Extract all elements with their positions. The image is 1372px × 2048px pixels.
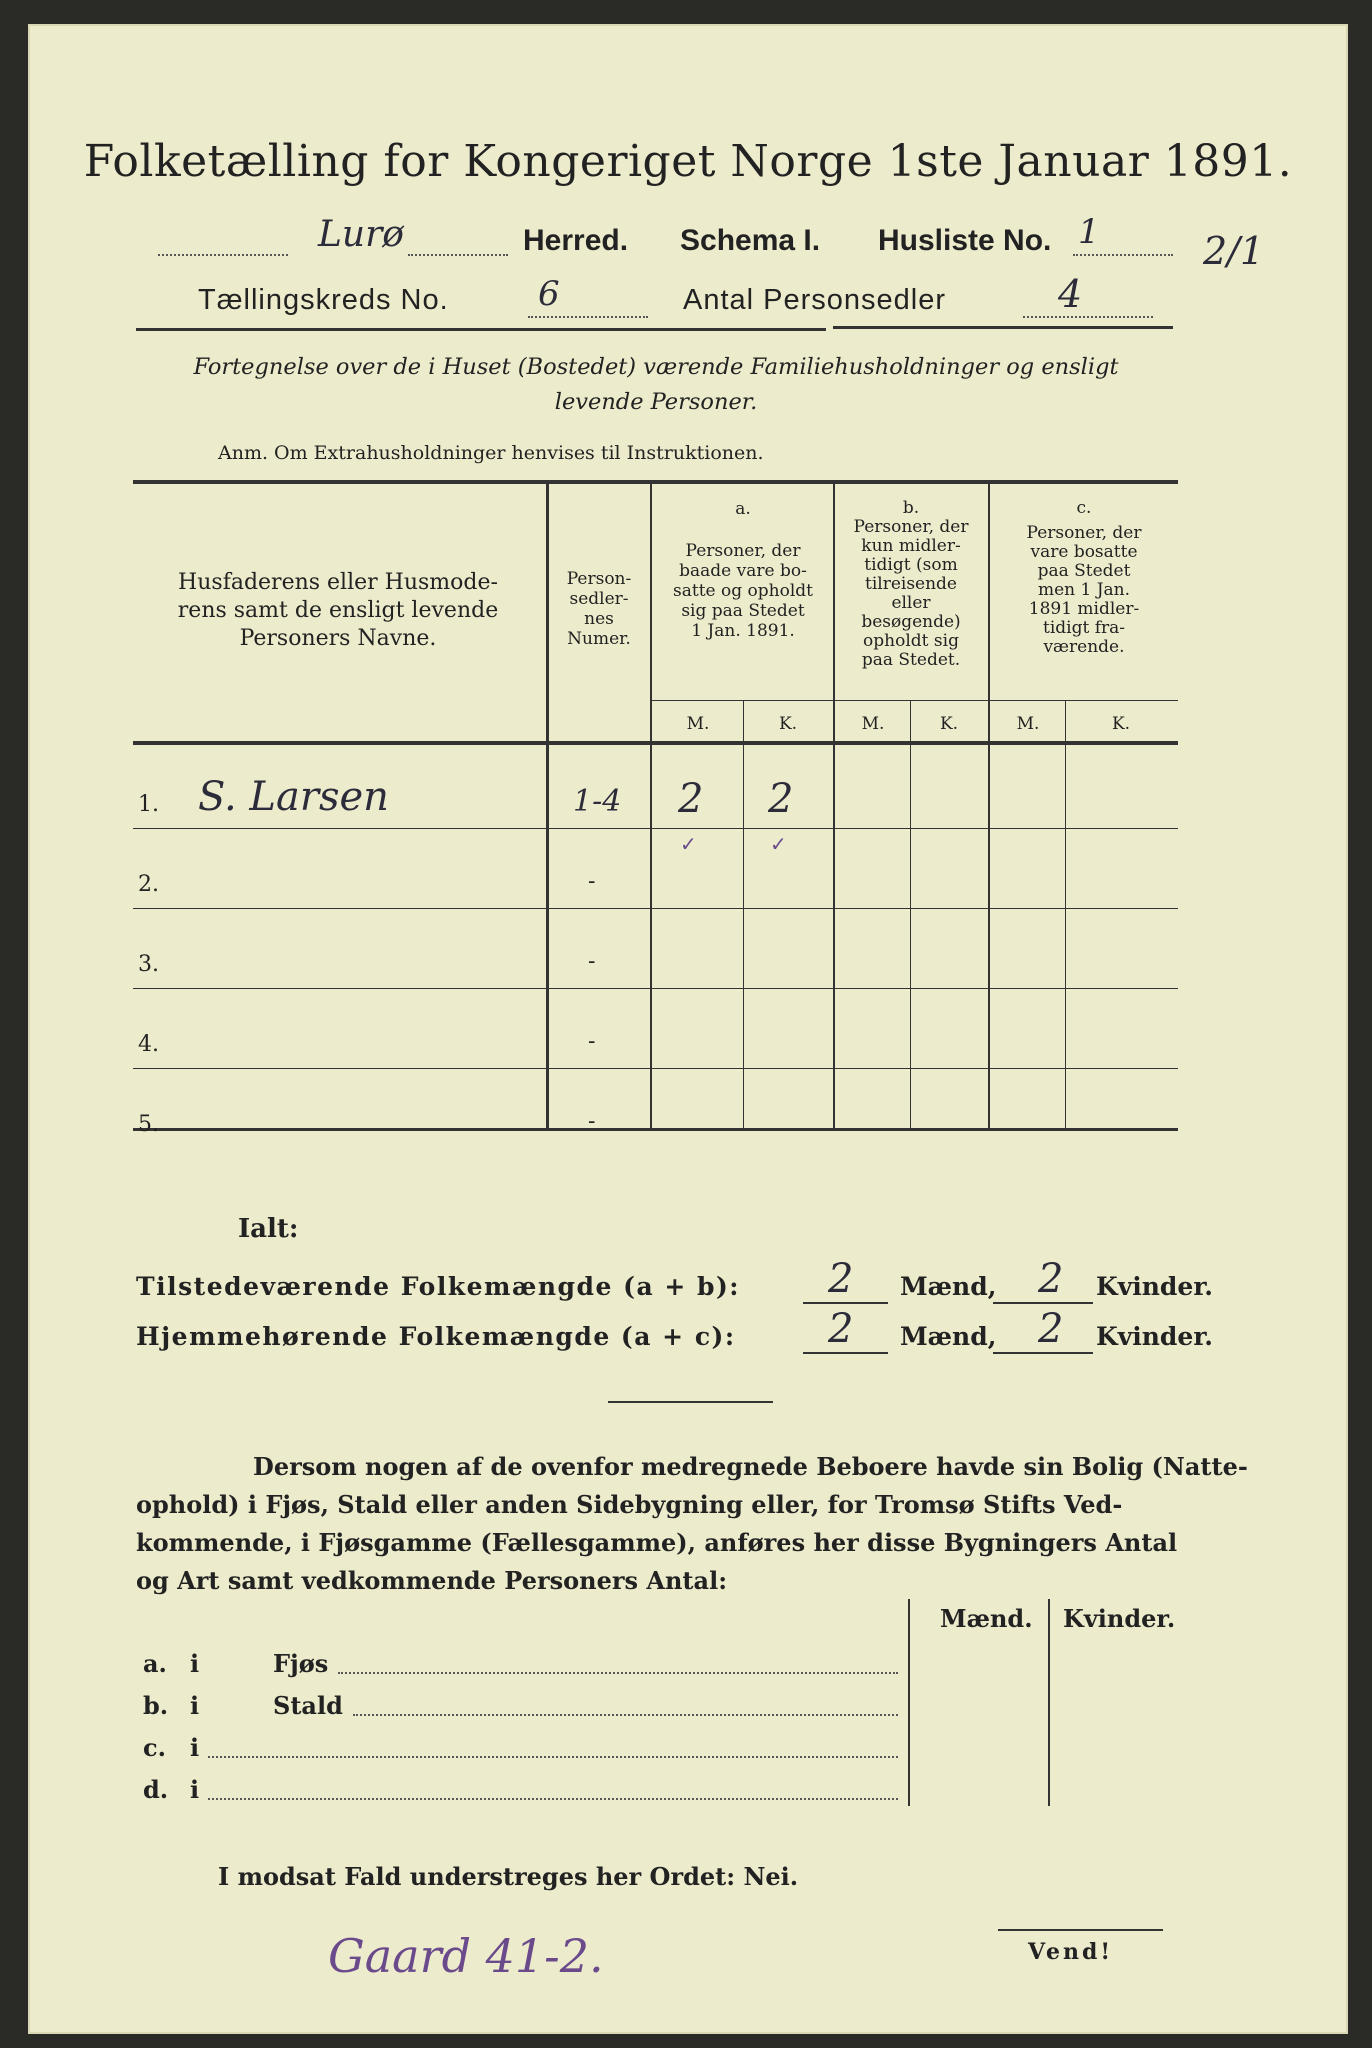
row-1-a-k-tick: ✓ — [770, 832, 787, 856]
b-m-label: M. — [861, 714, 885, 734]
header-col-b-line-2: kun midler- — [861, 536, 961, 556]
header-col-c-line-6: tidigt fra- — [1042, 618, 1125, 638]
totals-line-2-maend: Mænd, — [900, 1322, 997, 1351]
header-numer-line-2: sedler- — [569, 589, 629, 609]
totals-line-2-m: 2 — [828, 1306, 854, 1352]
outbuildings-item-d-dots — [208, 1798, 898, 1800]
table-bottom-rule — [133, 1128, 1178, 1131]
outbuildings-item-d-letter: d. — [143, 1775, 169, 1804]
c-k-label: K. — [1111, 714, 1131, 734]
mk-subheader-rule — [651, 700, 1178, 701]
header-col-c-line-7: værende. — [1043, 637, 1125, 657]
header-col-c-line-5: 1891 midler- — [1028, 599, 1140, 619]
totals-line-1-maend: Mænd, — [900, 1272, 997, 1301]
a-m-label: M. — [686, 714, 710, 734]
intro-line-2: levende Personer. — [554, 389, 758, 415]
antal-dots — [1023, 316, 1153, 318]
row-1-a-k: 2 — [768, 776, 794, 822]
husliste-dots — [1073, 254, 1173, 256]
outbuildings-para-3: kommende, i Fjøsgamme (Fællesgamme), anføres her disse Bygningers Antal — [136, 1528, 1178, 1557]
header-rule-left — [136, 328, 826, 331]
outbuildings-kvinder-header: Kvinder. — [1063, 1604, 1176, 1633]
totals-line-2-label: Hjemmehørende Folkemængde (a + c): — [136, 1322, 736, 1351]
header-col-b — [836, 499, 986, 670]
husliste-value: 1 — [1078, 212, 1100, 252]
outbuildings-item-a-prefix: i — [190, 1649, 200, 1678]
outbuildings-item-b-label: Stald — [273, 1691, 343, 1720]
section-divider — [608, 1401, 773, 1403]
header-names — [138, 569, 538, 653]
header-col-a-line-4: sig paa Stedet — [681, 601, 805, 621]
header-col-a-letter: a. — [735, 499, 751, 519]
outbuildings-maend-header: Mænd. — [940, 1604, 1033, 1633]
row-2-numer: - — [588, 869, 596, 894]
row-3-number: 3. — [138, 952, 159, 977]
totals-line-1-k-rule — [993, 1302, 1093, 1304]
header-col-b-line-5: eller — [891, 593, 931, 613]
col-divider-c-mk — [1065, 700, 1066, 1130]
anm-note: Anm. Om Extrahusholdninger henvises til Instruktionen. — [218, 442, 764, 464]
c-m-label: M. — [1016, 714, 1040, 734]
header-col-b-line-6: besøgende) — [861, 612, 961, 632]
header-col-b-line-3: tidigt (som — [864, 555, 958, 575]
outbuildings-item-b-dots — [353, 1714, 898, 1716]
outbuildings-para-4: og Art samt vedkommende Personers Antal: — [136, 1566, 728, 1595]
herred-label: Herred. — [523, 224, 629, 257]
row-4-numer: - — [588, 1029, 596, 1054]
row-4-number: 4. — [138, 1032, 159, 1057]
header-col-c — [991, 499, 1177, 657]
header-col-a-line-3: satte og opholdt — [673, 581, 813, 601]
corner-note: 2/1 — [1203, 229, 1265, 273]
herred-dots-2 — [408, 254, 508, 256]
col-divider-names — [546, 484, 549, 1130]
header-rule-right — [833, 326, 1173, 329]
header-col-a-line-5: 1 Jan. 1891. — [691, 621, 795, 641]
header-col-b-letter: b. — [902, 498, 920, 518]
row-5-number: 5. — [138, 1112, 159, 1137]
col-divider-b-mk — [910, 700, 911, 1130]
header-col-c-line-1: Personer, der — [1026, 523, 1142, 543]
table-header-bottom-rule — [133, 741, 1178, 745]
page-title: Folketælling for Kongeriget Norge 1ste Januar 1891. — [83, 136, 1293, 187]
header-col-b-line-1: Personer, der — [853, 517, 969, 537]
outbuildings-item-d-prefix: i — [190, 1775, 200, 1804]
totals-line-1-k: 2 — [1038, 1256, 1064, 1302]
col-divider-a-b — [833, 484, 835, 1130]
kreds-label: Tællingskreds No. — [198, 284, 449, 316]
header-col-a — [654, 499, 832, 641]
totals-line-2-m-rule — [803, 1352, 888, 1354]
row-1-name: S. Larsen — [198, 774, 389, 820]
antal-label: Antal Personsedler — [683, 284, 947, 316]
ialt-label: Ialt: — [238, 1214, 299, 1244]
outbuildings-para-2: ophold) i Fjøs, Stald eller anden Sidebygning eller, for Tromsø Stifts Ved- — [136, 1490, 1123, 1519]
row-3-rule — [133, 988, 1178, 989]
outbuildings-item-c-letter: c. — [143, 1733, 166, 1762]
outbuildings-item-c-prefix: i — [190, 1733, 200, 1762]
header-names-line-2: rens samt de ensligt levende — [177, 598, 499, 623]
outbuildings-para-1: Dersom nogen af de ovenfor medregnede Beboere havde sin Bolig (Natte- — [253, 1452, 1248, 1481]
row-1-numer: 1-4 — [573, 784, 622, 819]
row-2-rule — [133, 908, 1178, 909]
row-3-numer: - — [588, 949, 596, 974]
totals-line-2-k-rule — [993, 1352, 1093, 1354]
row-1-rule — [133, 828, 1178, 829]
header-col-b-line-4: tilreisende — [864, 574, 957, 594]
header-col-b-line-8: paa Stedet. — [861, 650, 961, 670]
header-numer-line-4: Numer. — [567, 629, 631, 649]
intro-line-1: Fortegnelse over de i Huset (Bostedet) værende Familiehusholdninger og ensligt — [193, 354, 1119, 380]
outbuildings-col-2 — [1048, 1599, 1050, 1806]
kreds-value: 6 — [538, 274, 560, 314]
herred-value: Lurø — [318, 214, 404, 255]
a-k-label: K. — [778, 714, 798, 734]
outbuildings-item-b-letter: b. — [143, 1691, 169, 1720]
schema-label: Schema I. — [680, 224, 821, 257]
header-col-a-line-2: baade vare bo- — [679, 561, 807, 581]
header-col-c-letter: c. — [1076, 498, 1092, 518]
census-sheet — [28, 24, 1348, 2034]
header-col-c-line-4: men 1 Jan. — [1037, 580, 1131, 600]
outbuildings-item-a-dots — [338, 1672, 898, 1674]
col-divider-numer — [650, 484, 652, 1130]
totals-line-2-kvinder: Kvinder. — [1096, 1322, 1213, 1351]
header-numer — [550, 569, 648, 649]
totals-line-2-k: 2 — [1038, 1306, 1064, 1352]
header-col-c-line-2: vare bosatte — [1030, 542, 1138, 562]
row-1-a-m-tick: ✓ — [680, 832, 697, 856]
row-2-number: 2. — [138, 872, 159, 897]
header-numer-line-1: Person- — [566, 569, 632, 589]
herred-dots — [158, 254, 288, 256]
totals-line-1-m: 2 — [828, 1256, 854, 1302]
vend-rule — [998, 1929, 1163, 1931]
table-top-rule — [133, 480, 1178, 484]
col-divider-b-c — [988, 484, 990, 1130]
outbuildings-item-a-letter: a. — [143, 1649, 167, 1678]
header-col-a-line-1: Personer, der — [685, 541, 801, 561]
row-1-number: 1. — [138, 792, 159, 817]
header-numer-line-3: nes — [584, 609, 614, 629]
col-divider-a-mk — [743, 700, 744, 1130]
kreds-dots — [528, 316, 648, 318]
gaard-note: Gaard 41-2. — [328, 1929, 604, 1983]
outbuildings-item-a-label: Fjøs — [273, 1649, 329, 1678]
header-col-b-line-7: opholdt sig — [863, 631, 959, 651]
antal-value: 4 — [1058, 272, 1083, 316]
vend-label: Vend! — [1028, 1939, 1114, 1965]
header-names-line-3: Personers Navne. — [239, 626, 437, 651]
outbuildings-col-1 — [908, 1599, 910, 1806]
outbuildings-item-c-dots — [208, 1756, 898, 1758]
row-1-a-m: 2 — [678, 776, 704, 822]
modsat-note: I modsat Fald understreges her Ordet: Nei. — [218, 1862, 799, 1891]
row-5-numer: - — [588, 1109, 596, 1134]
totals-line-1-label: Tilstedeværende Folkemængde (a + b): — [136, 1272, 741, 1301]
row-4-rule — [133, 1068, 1178, 1069]
totals-line-1-kvinder: Kvinder. — [1096, 1272, 1213, 1301]
b-k-label: K. — [939, 714, 959, 734]
husliste-label: Husliste No. — [878, 224, 1052, 257]
header-names-line-1: Husfaderens eller Husmode- — [178, 570, 498, 595]
outbuildings-item-b-prefix: i — [190, 1691, 200, 1720]
header-col-c-line-3: paa Stedet — [1037, 561, 1131, 581]
totals-line-1-m-rule — [803, 1302, 888, 1304]
